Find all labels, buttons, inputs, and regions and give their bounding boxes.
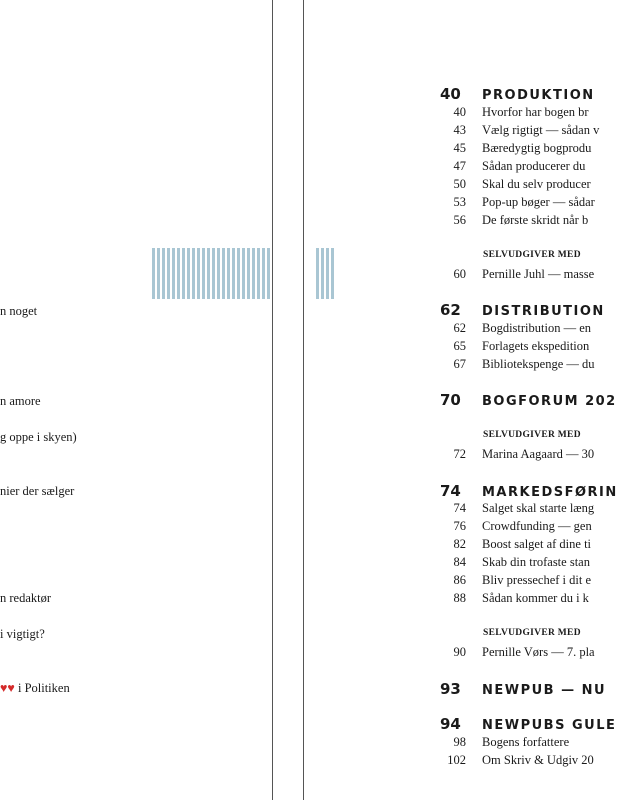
toc-row: 72 Marina Aagaard — 30: [453, 447, 595, 461]
toc-row: 45 Bæredygtig bogprodu: [453, 141, 592, 155]
heart-icon: ♥♥: [0, 681, 15, 695]
left-entry: nier der sælger: [0, 484, 75, 498]
toc-row: 84 Skab din trofaste stan: [453, 555, 590, 569]
toc-row: 65 Forlagets ekspedition: [453, 339, 590, 353]
toc-row: 40 Hvorfor har bogen br: [453, 105, 589, 119]
toc-row: 50 Skal du selv producer: [453, 177, 591, 191]
left-entry: n noget: [0, 304, 38, 318]
toc-subheading: SELVUDGIVER MED: [483, 430, 581, 440]
toc-row: 62 Bogdistribution — en: [453, 321, 592, 335]
left-entry: i vigtigt?: [0, 627, 45, 641]
toc-row: 56 De første skridt når b: [453, 213, 589, 227]
left-page: [0, 0, 272, 800]
left-entry: n amore: [0, 394, 41, 408]
left-entry: n redaktør: [0, 591, 52, 605]
toc-section-bogforum: 70 BOGFORUM 202: [440, 391, 617, 409]
left-entry: g oppe i skyen): [0, 430, 77, 444]
toc-section-newpub: 93 NEWPUB — NU: [440, 680, 607, 698]
toc-subheading: SELVUDGIVER MED: [483, 628, 581, 638]
toc-section-produktion: 40 PRODUKTION: [440, 85, 595, 103]
toc-section-gule-sider: 94 NEWPUBS GULE: [440, 715, 617, 733]
table-of-contents: [440, 0, 618, 800]
toc-section-distribution: 62 DISTRIBUTION: [440, 301, 605, 319]
decorative-stripes-right: [316, 248, 334, 299]
toc-row: 53 Pop-up bøger — sådar: [453, 195, 595, 209]
left-entry: ♥♥ i Politiken: [0, 681, 70, 695]
page-border-left: [272, 0, 273, 800]
toc-row: 88 Sådan kommer du i k: [453, 591, 589, 605]
toc-row: 86 Bliv pressechef i dit e: [453, 573, 591, 587]
toc-row: 98 Bogens forfattere: [453, 735, 570, 749]
toc-row: 82 Boost salget af dine ti: [453, 537, 592, 551]
toc-row: 90 Pernille Vørs — 7. pla: [453, 645, 595, 659]
toc-subheading: SELVUDGIVER MED: [483, 250, 581, 260]
toc-row: 74 Salget skal starte læng: [453, 501, 595, 515]
toc-row: 60 Pernille Juhl — masse: [453, 267, 595, 281]
toc-row: 76 Crowdfunding — gen: [453, 519, 592, 533]
toc-row: 102 Om Skriv & Udgiv 20: [447, 753, 594, 767]
toc-row: 67 Bibliotekspenge — du: [453, 357, 595, 371]
toc-row: 43 Vælg rigtigt — sådan v: [453, 123, 600, 137]
decorative-stripes-left: [152, 248, 270, 299]
toc-row: 47 Sådan producerer du: [453, 159, 586, 173]
toc-section-markedsforing: 74 MARKEDSFØRIN: [440, 482, 618, 500]
